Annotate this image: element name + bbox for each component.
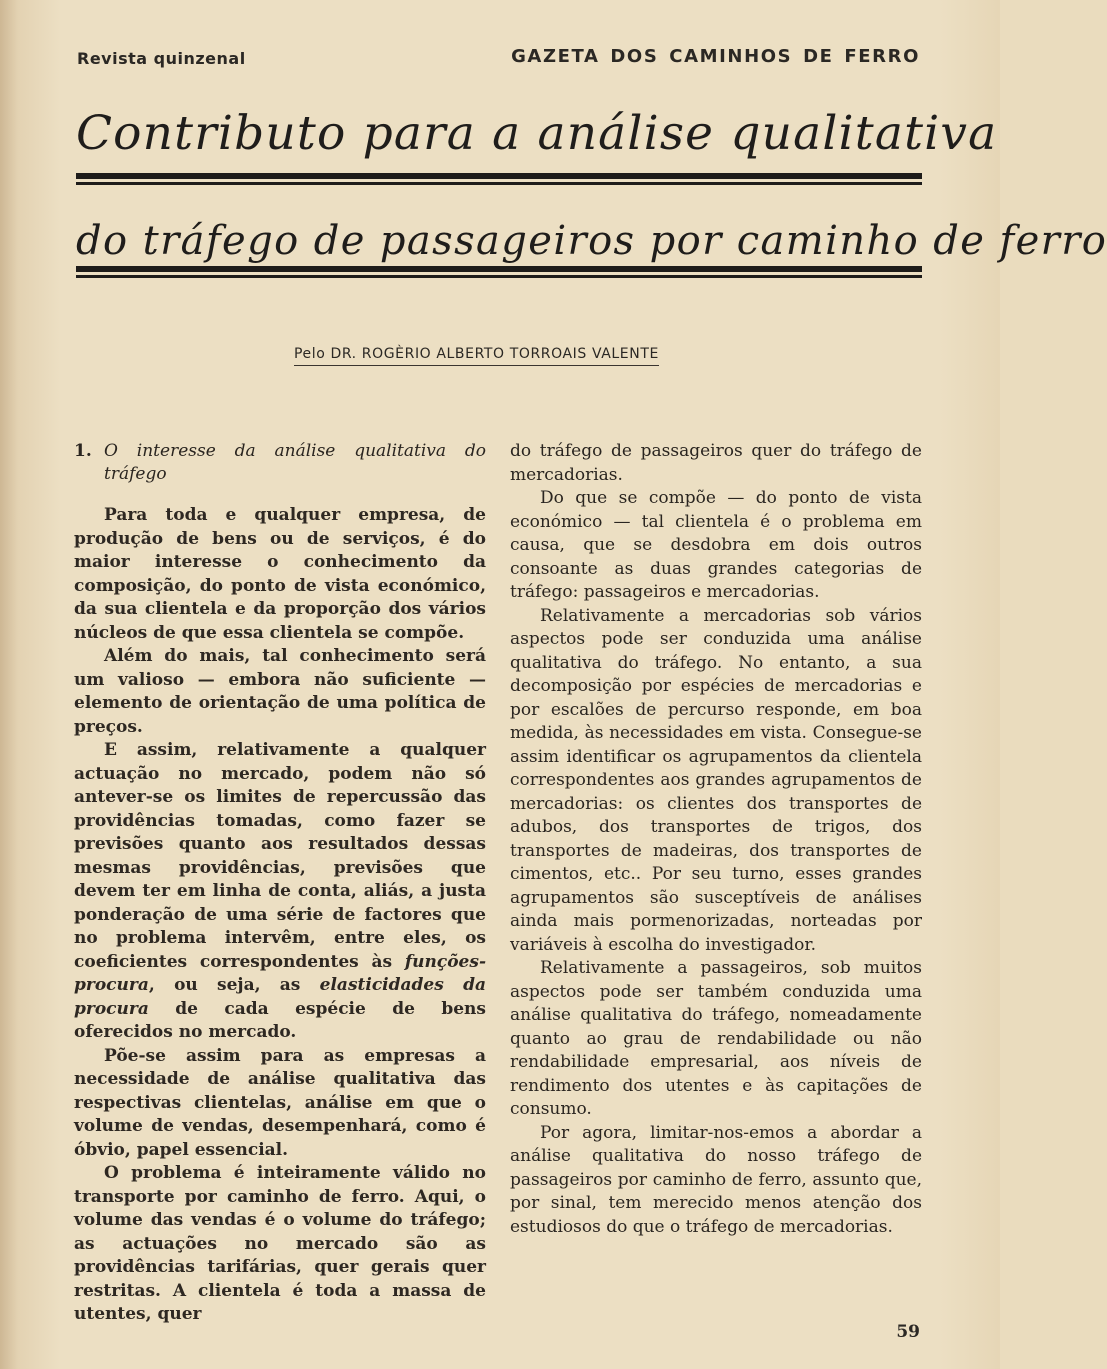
paragraph: Relativamente a mercadorias sob vários aspectos pode ser conduzida uma análise qualitativa do tráfego. No entanto, a sua decomposição por espécies de mercadorias e por escalões de percurso responde, em boa medida, às necessidades em vista. Consegue-se assim identificar os agrupamentos da clientela correspondentes aos grandes agrupamentos de mercadorias: os clientes dos transportes de adubos, dos transportes de trigos, dos transportes de madeiras, dos transportes de cimentos, etc.. Por seu turno, esses grandes agrupamentos são susceptíveis de análises ainda mais pormenorizadas, norteadas por variáveis à escolha do investigador. — [510, 605, 922, 955]
title-rule-thin — [76, 182, 922, 185]
emphasis: elasticidades da procura — [74, 975, 486, 1019]
paragraph: Põe-se assim para as empresas a necessidade de análise qualitativa das respectivas clientelas, análise em que o volume de vendas, desempenhará, como é óbvio, papel essencial. — [74, 1045, 486, 1160]
paragraph: Relativamente a passageiros, sob muitos aspectos pode ser também conduzida uma análise qualitativa do tráfego, nomeadamente quanto ao grau de rendabilidade ou não rendabilidade empresarial, aos níveis de rendimento dos utentes e às capitações de consumo. — [510, 958, 922, 1119]
section-number: 1. — [74, 441, 92, 461]
left-column — [74, 440, 486, 1327]
title-rule-thin-2 — [76, 275, 922, 278]
paragraph: do tráfego de passageiros quer do tráfego de mercadorias. — [510, 441, 922, 485]
header-right: GAZETA DOS CAMINHOS DE FERRO — [511, 46, 920, 67]
title-line-1: Contributo para a análise qualitativa — [76, 106, 998, 161]
emphasis: funções-procura — [74, 951, 486, 995]
paragraph: Por agora, limitar-nos-emos a abordar a análise qualitativa do nosso tráfego de passageiros por caminho de ferro, assunto que, por sinal, tem merecido menos atenção dos estudiosos do que o tráfego de mercadorias. — [510, 1122, 922, 1237]
paragraph — [74, 739, 486, 1045]
text-run: de cada espécie de bens oferecidos no mercado. — [74, 998, 486, 1042]
title-rule-thick — [76, 173, 922, 179]
header-left: Revista quinzenal — [77, 49, 246, 68]
title-rule-thick-2 — [76, 266, 922, 272]
page-number: 59 — [896, 1322, 920, 1342]
byline: Pelo DR. ROGÈRIO ALBERTO TORROAIS VALENTE — [294, 346, 659, 366]
right-column — [510, 440, 922, 1239]
section-title: O interesse da análise qualitativa do tráfego — [104, 441, 486, 484]
text-run: , ou seja, as — [148, 975, 320, 995]
left-body — [74, 504, 486, 1327]
paragraph: O problema é inteiramente válido no transporte por caminho de ferro. Aqui, o volume das vendas é o volume do tráfego; as actuações no mercado são as providências tarifárias, quer gerais quer restritas. A clientela é toda a massa de utentes, quer — [74, 1163, 486, 1324]
paragraph: Para toda e qualquer empresa, de produção de bens ou de serviços, é do maior interesse o conhecimento da composição, do ponto de vista económico, da sua clientela e da proporção dos vários núcleos de que essa clientela se compõe. — [74, 505, 486, 643]
paragraph: Além do mais, tal conhecimento será um valioso — embora não suficiente — elemento de orientação de uma política de preços. — [74, 646, 486, 737]
paragraph: Do que se compõe — do ponto de vista económico — tal clientela é o problema em causa, que se desdobra em dois outros consoante as duas grandes categorias de tráfego: passageiros e mercadorias. — [510, 488, 922, 602]
title-line-2: do tráfego de passageiros por caminho de ferro — [76, 218, 1107, 264]
section-heading — [74, 440, 486, 486]
text-run: E assim, relativamente a qualquer actuação no mercado, podem não só antever-se os limites de repercussão das providências tomadas, como fazer se previsões quanto aos resultados dessas mesmas providências, previsões que devem ter em linha de conta, aliás, a justa ponderação de uma série de factores que no problema intervêm, entre eles, os coeficientes correspondentes às — [74, 740, 486, 972]
